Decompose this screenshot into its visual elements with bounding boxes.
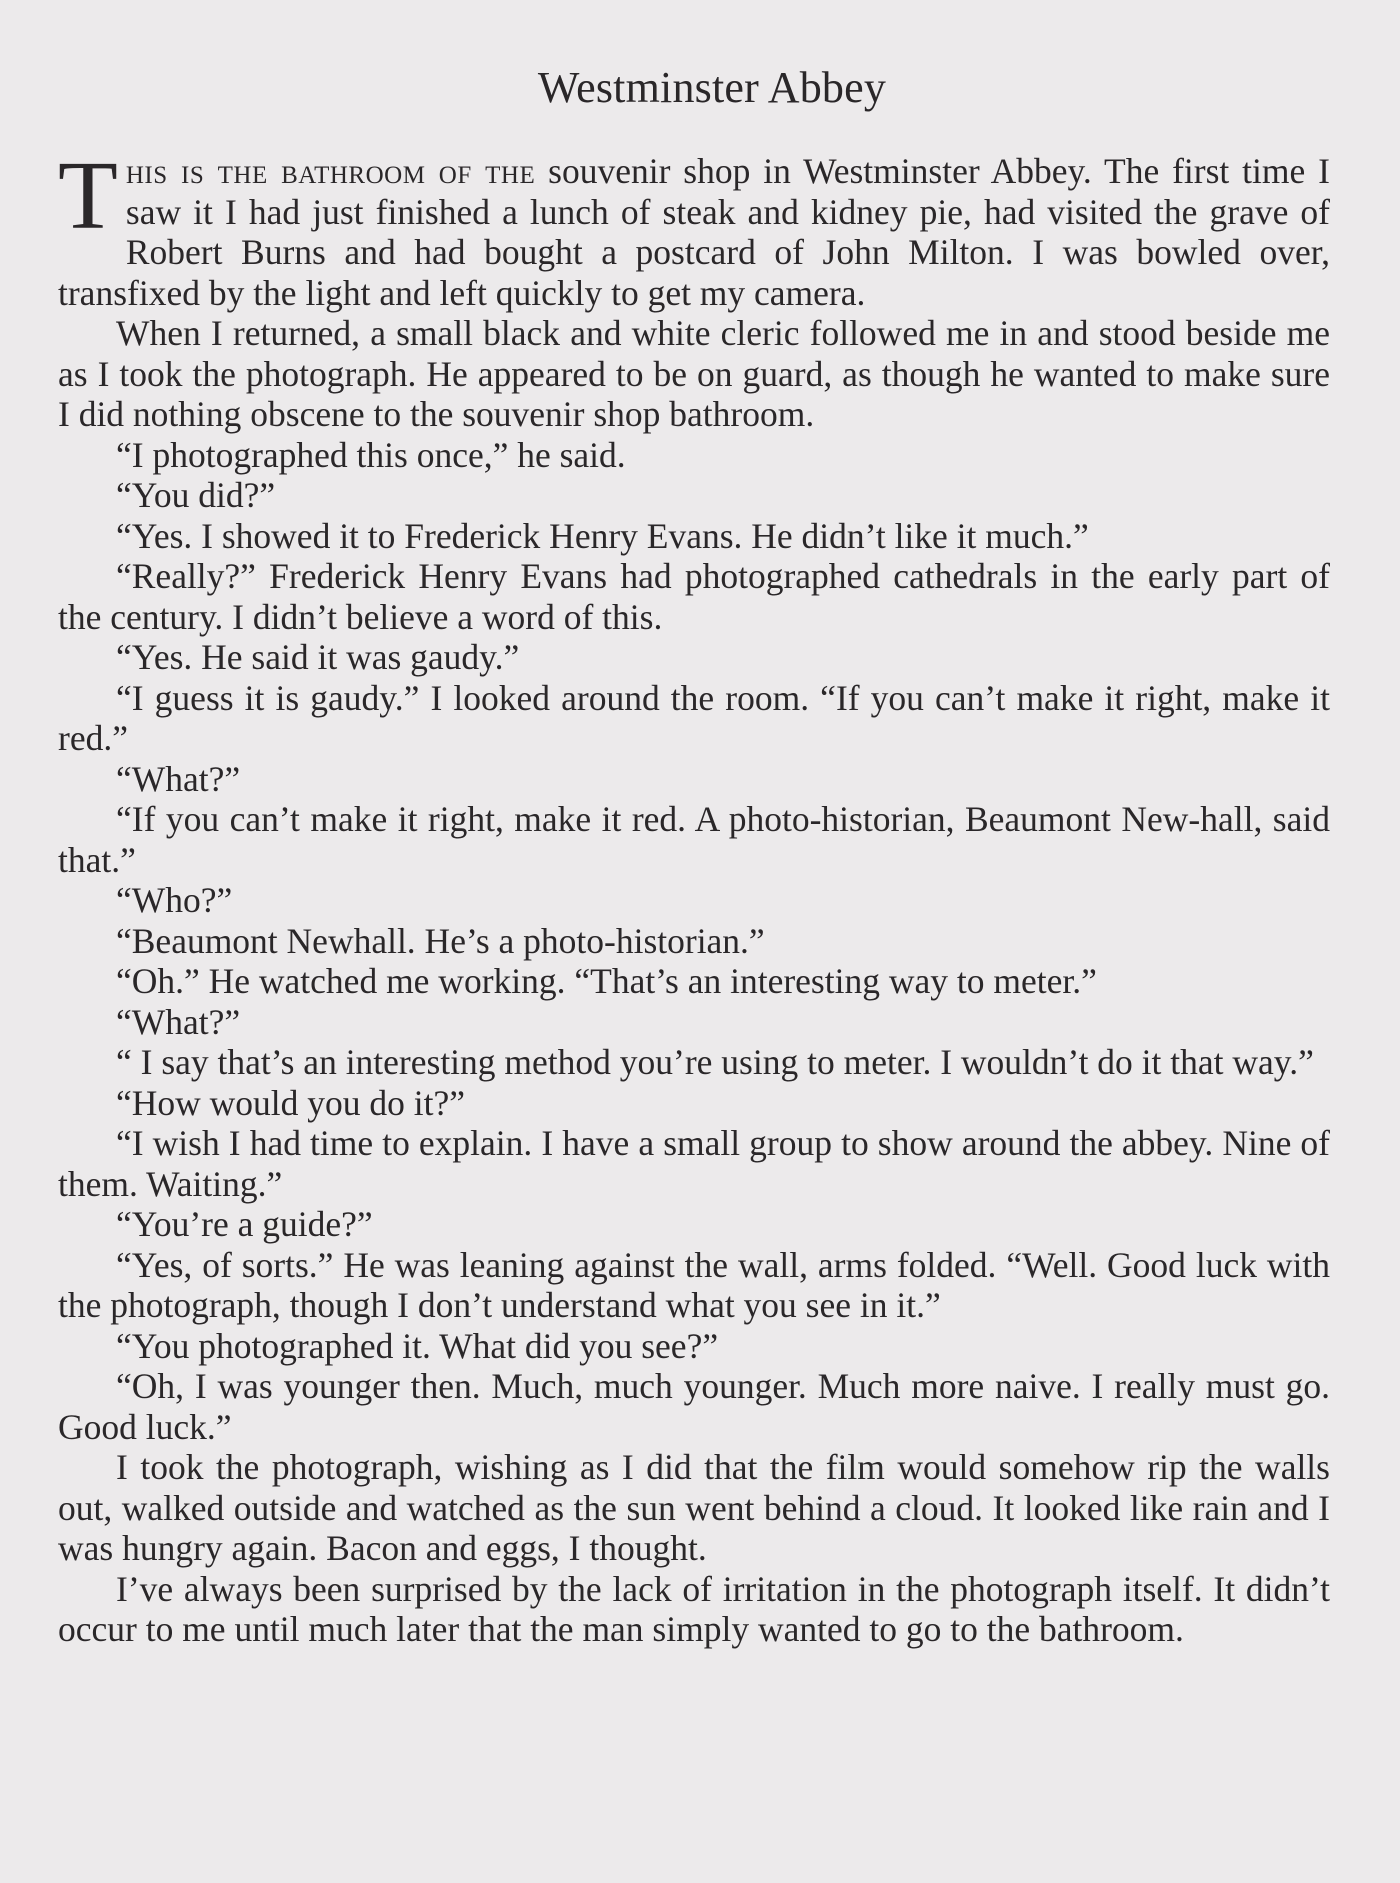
- paragraph: “ I say that’s an interesting method you’re using to meter. I wouldn’t do it that way.”: [116, 1042, 1314, 1082]
- paragraph: “You photographed it. What did you see?”: [116, 1325, 719, 1366]
- paragraph: “Yes. He said it was gaudy.”: [116, 637, 520, 677]
- paragraph: “Oh.” He watched me working. “That’s an interesting way to meter.”: [116, 961, 1097, 1001]
- paragraph: When I returned, a small black and white cleric followed me in and stood beside me as I took the photograph. He appeared to be on guard, as though he wanted to make sure I did nothing obscene to the souvenir shop bathroom.: [58, 313, 1330, 434]
- paragraph: “If you can’t make it right, make it red. A photo-historian, Beaumont New-hall, said that.”: [58, 799, 1330, 880]
- paragraph: I’ve always been surprised by the lack of irritation in the photograph itself. It didn’t occur to me until much later that the man simply wanted to go to the bathroom.: [58, 1568, 1330, 1649]
- paragraph: “I guess it is gaudy.” I looked around the room. “If you can’t make it right, make it red.”: [58, 677, 1330, 758]
- paragraph: I took the photograph, wishing as I did that the film would somehow rip the walls out, walked outside and watched as the sun went behind a cloud. It looked like rain and I was hungry again. Bacon and eggs, I thought.: [58, 1447, 1330, 1568]
- paragraph: “You did?”: [116, 475, 276, 515]
- paragraph: “I wish I had time to explain. I have a small group to show around the abbey. Nine of them. Waiting.”: [58, 1123, 1330, 1204]
- paragraph: “Beaumont Newhall. He’s a photo-historian.”: [116, 920, 765, 961]
- paragraph: “Really?” Frederick Henry Evans had photographed cathedrals in the early part of the century. I didn’t believe a word of this.: [58, 556, 1330, 637]
- page: [58, 62, 1330, 1650]
- drop-cap: T: [58, 142, 118, 250]
- paragraph: “Yes, of sorts.” He was leaning against the wall, arms folded. “Well. Good luck with the photograph, though I don’t understand what you see in it.”: [58, 1244, 1330, 1325]
- opening-paragraph: [58, 142, 1330, 313]
- opening-text: souvenir shop in Westminster Abbey. The first time I saw it I had just finished a lunch of steak and kidney pie, had visited the grave of Robert Burns and had bought a postcard of John Milton. I was bowled over, transfixed by the light and left quickly to get my camera.: [58, 151, 1330, 313]
- essay-body: [58, 142, 1330, 1650]
- paragraph: “You’re a guide?”: [116, 1204, 373, 1244]
- paragraph: “Who?”: [116, 880, 233, 920]
- paragraph: “Oh, I was younger then. Much, much younger. Much more naive. I really must go. Good luck.”: [58, 1366, 1330, 1447]
- paragraph: “What?”: [116, 1001, 241, 1042]
- paragraph: “Yes. I showed it to Frederick Henry Evans. He didn’t like it much.”: [116, 515, 1089, 556]
- paragraph: “What?”: [116, 758, 241, 799]
- opening-smallcaps: his is the bathroom of the: [125, 151, 536, 191]
- page-title: Westminster Abbey: [537, 63, 887, 112]
- paragraph: “I photographed this once,” he said.: [116, 434, 626, 475]
- paragraph: “How would you do it?”: [116, 1082, 466, 1123]
